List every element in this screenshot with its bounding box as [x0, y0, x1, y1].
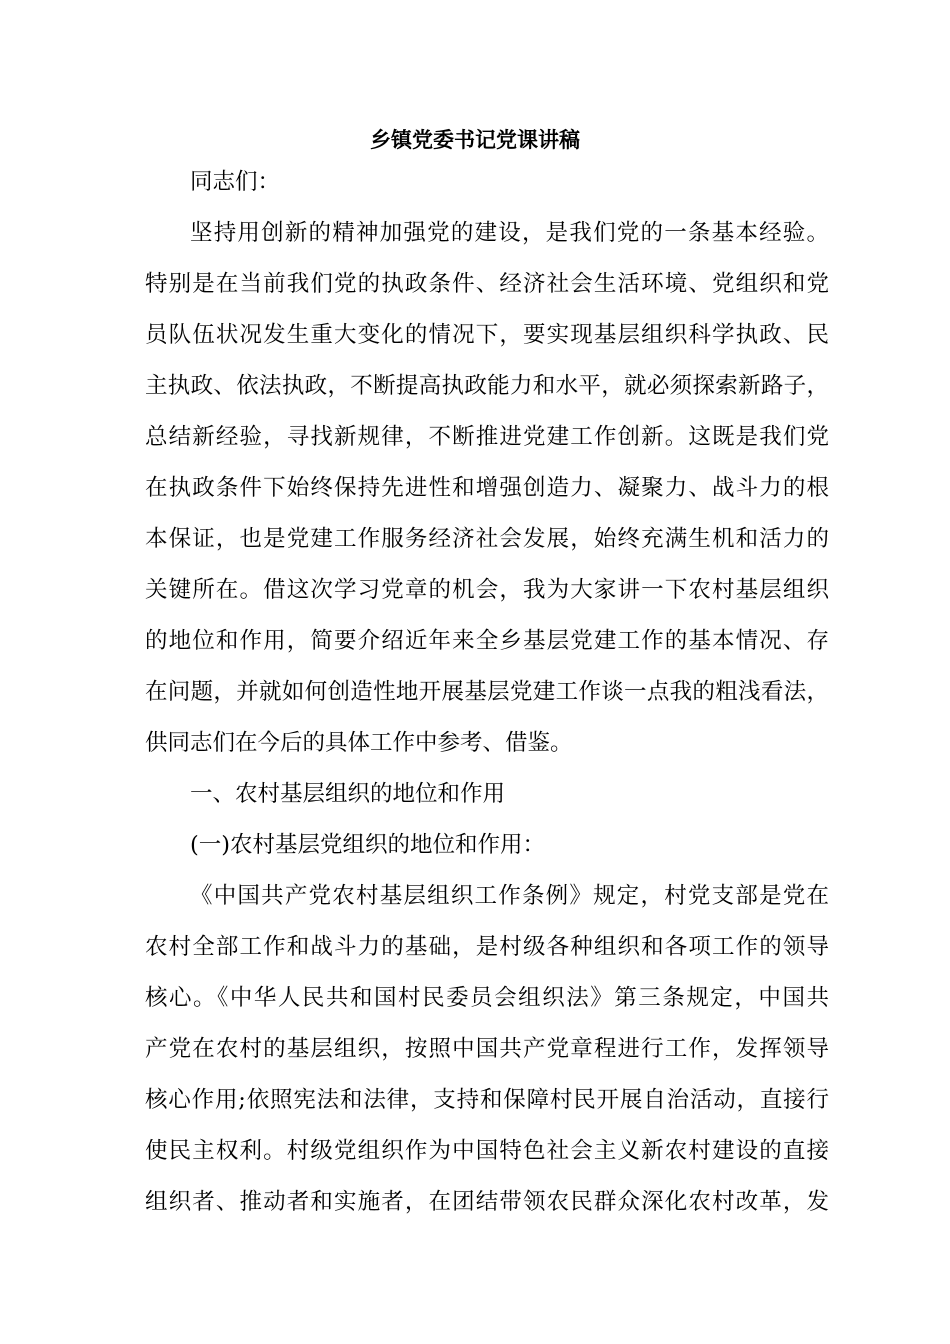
text-line: 主执政、依法执政，不断提高执政能力和水平，就必须探索新路子， — [145, 373, 829, 399]
text-line: 总结新经验，寻找新规律，不断推进党建工作创新。这既是我们党 — [145, 424, 829, 450]
section-heading-2 — [145, 827, 829, 878]
text-line: 坚持用创新的精神加强党的建设，是我们党的一条基本经验。 — [190, 220, 829, 246]
paragraph-intro — [145, 215, 829, 776]
text-line: 在问题，并就如何创造性地开展基层党建工作谈一点我的粗浅看法， — [145, 679, 829, 705]
paragraph-regulations — [145, 878, 829, 1235]
text-line: 供同志们在今后的具体工作中参考、借鉴。 — [145, 730, 573, 756]
text-line: 在执政条件下始终保持先进性和增强创造力、凝聚力、战斗力的根 — [145, 475, 829, 501]
text-line: 核心。《中华人民共和国村民委员会组织法》第三条规定，中国共 — [145, 985, 829, 1011]
text-line: 本保证，也是党建工作服务经济社会发展，始终充满生机和活力的 — [145, 526, 829, 552]
text-line: 关键所在。借这次学习党章的机会，我为大家讲一下农村基层组织 — [145, 577, 829, 603]
text-line: 特别是在当前我们党的执政条件、经济社会生活环境、党组织和党 — [145, 271, 829, 297]
text-line: 产党在农村的基层组织，按照中国共产党章程进行工作，发挥领导 — [145, 1036, 829, 1062]
text-line: 核心作用;依照宪法和法律，支持和保障村民开展自治活动，直接行 — [145, 1087, 829, 1113]
salutation: 同志们： — [190, 169, 281, 195]
document-body — [145, 164, 829, 215]
text-line: 使民主权利。村级党组织作为中国特色社会主义新农村建设的直接 — [145, 1138, 829, 1164]
text-line: 组织者、推动者和实施者，在团结带领农民群众深化农村改革，发 — [145, 1189, 829, 1215]
heading-level-2: (一)农村基层党组织的地位和作用： — [190, 832, 546, 858]
text-line: 的地位和作用，简要介绍近年来全乡基层党建工作的基本情况、存 — [145, 628, 829, 654]
text-line: 《中国共产党农村基层组织工作条例》规定，村党支部是党在 — [190, 883, 829, 909]
document-title: 乡镇党委书记党课讲稿 — [370, 128, 580, 152]
text-line: 农村全部工作和战斗力的基础，是村级各种组织和各项工作的领导 — [145, 934, 829, 960]
heading-level-1: 一、农村基层组织的地位和作用 — [190, 781, 506, 807]
section-heading-1 — [145, 776, 829, 827]
text-line: 员队伍状况发生重大变化的情况下，要实现基层组织科学执政、民 — [145, 322, 829, 348]
